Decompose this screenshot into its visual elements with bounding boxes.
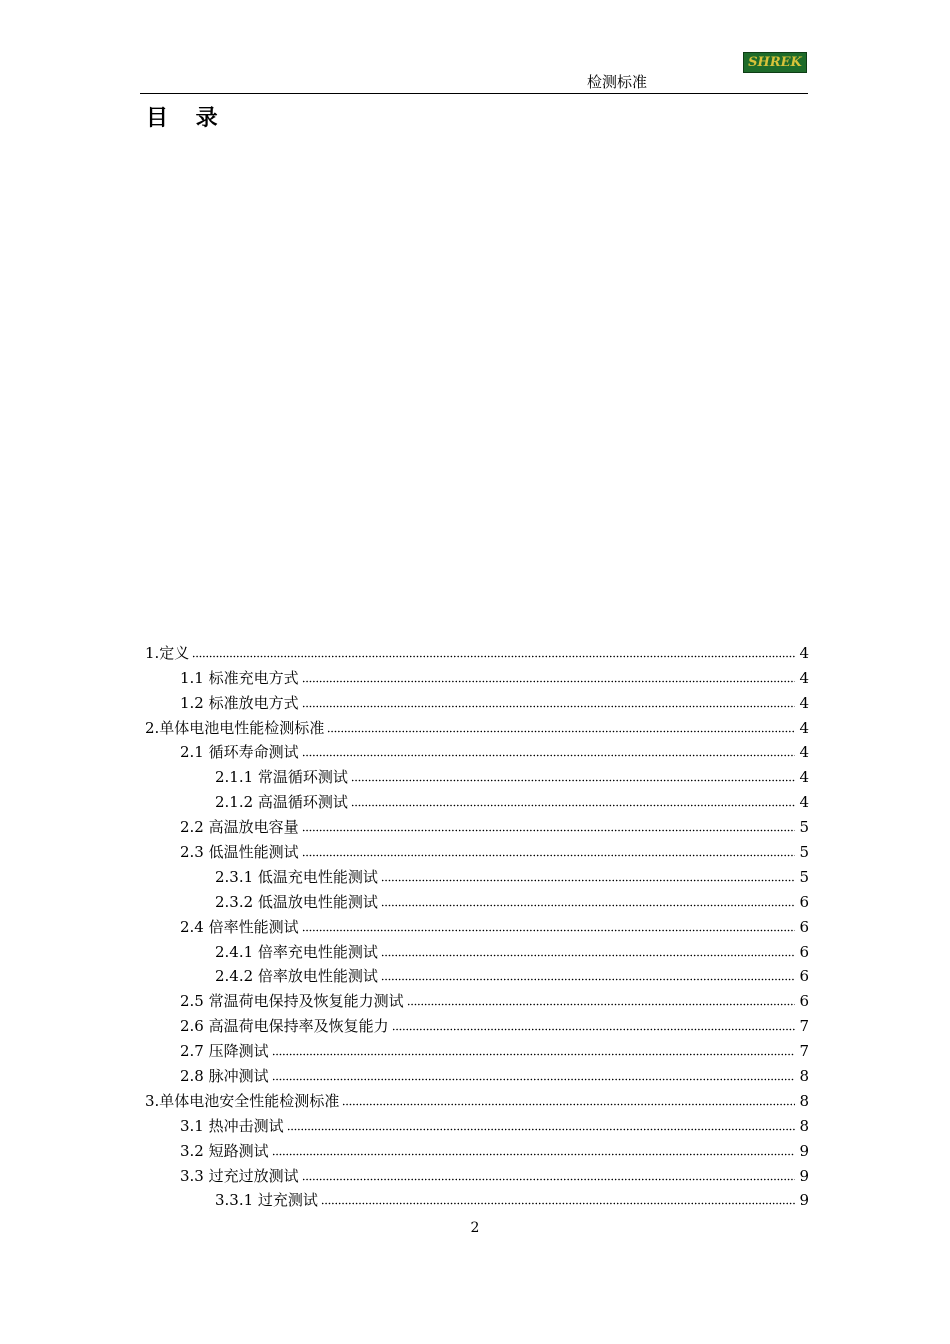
toc-entry-label: 2.5 常温荷电保持及恢复能力测试 (180, 992, 404, 1011)
toc-leader-dots (381, 904, 795, 907)
toc-entry[interactable] (145, 1086, 809, 1111)
toc-entry-label: 2.3 低温性能测试 (180, 843, 299, 862)
toc-entry[interactable] (145, 1111, 809, 1136)
toc-entry-page: 9 (799, 1191, 809, 1210)
toc-leader-dots (272, 1053, 795, 1056)
toc-entry-label: 3.3.1 过充测试 (215, 1191, 318, 1210)
toc-entry-page: 8 (799, 1091, 809, 1110)
toc-entry-page: 9 (799, 1166, 809, 1185)
toc-leader-dots (351, 804, 795, 807)
toc-entry-page: 6 (799, 992, 809, 1011)
toc-leader-dots (302, 705, 795, 708)
toc-heading: 目 录 (146, 106, 228, 131)
toc-entry[interactable] (145, 1036, 809, 1061)
toc-entry-page: 8 (799, 1067, 809, 1086)
toc-leader-dots (302, 854, 795, 857)
toc-leader-dots (342, 1103, 795, 1106)
toc-entry[interactable] (145, 1186, 809, 1211)
toc-entry[interactable] (145, 937, 809, 962)
toc-entry-label: 1.2 标准放电方式 (180, 693, 299, 712)
toc-leader-dots (302, 929, 795, 932)
toc-entry-label: 3.3 过充过放测试 (180, 1166, 299, 1185)
toc-entry-label: 2.3.2 低温放电性能测试 (215, 892, 378, 911)
page-number: 2 (470, 1220, 480, 1236)
toc-entry-page: 6 (799, 892, 809, 911)
toc-leader-dots (192, 655, 795, 658)
toc-entry-page: 8 (799, 1116, 809, 1135)
toc-leader-dots (392, 1028, 795, 1031)
toc-entry-label: 3.2 短路测试 (180, 1141, 269, 1160)
logo-text: SHREK (748, 55, 802, 70)
toc-entry-label: 1.定义 (145, 643, 190, 662)
toc-entry-page: 5 (799, 867, 809, 886)
toc-entry[interactable] (145, 962, 809, 987)
toc-entry-label: 2.8 脉冲测试 (180, 1067, 269, 1086)
toc-leader-dots (272, 1078, 795, 1081)
toc-leader-dots (287, 1128, 795, 1131)
toc-entry-page: 6 (799, 967, 809, 986)
toc-entry[interactable] (145, 787, 809, 812)
toc-entry[interactable] (145, 762, 809, 787)
toc-entry[interactable] (145, 1011, 809, 1036)
toc-entry-page: 4 (799, 668, 809, 687)
toc-entry-page: 5 (799, 818, 809, 837)
toc-entry-page: 5 (799, 843, 809, 862)
toc-entry[interactable] (145, 986, 809, 1011)
toc-entry[interactable] (145, 837, 809, 862)
toc-leader-dots (381, 954, 795, 957)
toc-entry-page: 4 (799, 693, 809, 712)
toc-entry[interactable] (145, 638, 809, 663)
toc-entry[interactable] (145, 1061, 809, 1086)
company-logo (743, 52, 807, 73)
toc-entry-page: 4 (799, 743, 809, 762)
header-divider (140, 93, 808, 94)
toc-leader-dots (351, 779, 795, 782)
toc-entry[interactable] (145, 912, 809, 937)
toc-leader-dots (327, 730, 795, 733)
toc-entry-label: 2.4.1 倍率充电性能测试 (215, 942, 378, 961)
toc-entry-page: 4 (799, 718, 809, 737)
toc-entry-page: 4 (799, 768, 809, 787)
toc-entry-page: 4 (799, 643, 809, 662)
toc-entry[interactable] (145, 1136, 809, 1161)
header-title: 检测标准 (587, 73, 648, 91)
toc-entry-page: 4 (799, 793, 809, 812)
toc-entry[interactable] (145, 713, 809, 738)
toc-leader-dots (381, 879, 795, 882)
table-of-contents (145, 638, 809, 1210)
toc-entry-page: 6 (799, 942, 809, 961)
toc-leader-dots (321, 1202, 795, 1205)
toc-entry-label: 2.1 循环寿命测试 (180, 743, 299, 762)
toc-entry[interactable] (145, 738, 809, 763)
toc-entry-label: 2.2 高温放电容量 (180, 818, 299, 837)
toc-entry-label: 2.4.2 倍率放电性能测试 (215, 967, 378, 986)
toc-entry[interactable] (145, 663, 809, 688)
toc-entry-page: 9 (799, 1141, 809, 1160)
toc-entry-label: 2.1.1 常温循环测试 (215, 768, 348, 787)
toc-entry-page: 7 (799, 1017, 809, 1036)
toc-entry[interactable] (145, 1161, 809, 1186)
toc-leader-dots (302, 680, 795, 683)
toc-leader-dots (302, 1178, 795, 1181)
toc-entry[interactable] (145, 887, 809, 912)
toc-leader-dots (272, 1153, 795, 1156)
toc-entry-label: 2.3.1 低温充电性能测试 (215, 867, 378, 886)
toc-entry-label: 2.单体电池电性能检测标准 (145, 718, 325, 737)
toc-entry[interactable] (145, 862, 809, 887)
toc-entry-page: 7 (799, 1042, 809, 1061)
toc-leader-dots (407, 1003, 795, 1006)
toc-entry-label: 2.7 压降测试 (180, 1042, 269, 1061)
toc-entry-label: 2.1.2 高温循环测试 (215, 793, 348, 812)
toc-entry[interactable] (145, 812, 809, 837)
toc-entry-page: 6 (799, 917, 809, 936)
toc-entry[interactable] (145, 688, 809, 713)
toc-leader-dots (302, 829, 795, 832)
toc-entry-label: 2.4 倍率性能测试 (180, 917, 299, 936)
toc-leader-dots (302, 754, 795, 757)
toc-leader-dots (381, 978, 795, 981)
toc-entry-label: 3.1 热冲击测试 (180, 1116, 284, 1135)
toc-entry-label: 2.6 高温荷电保持率及恢复能力 (180, 1017, 389, 1036)
toc-entry-label: 1.1 标准充电方式 (180, 668, 299, 687)
toc-entry-label: 3.单体电池安全性能检测标准 (145, 1091, 340, 1110)
